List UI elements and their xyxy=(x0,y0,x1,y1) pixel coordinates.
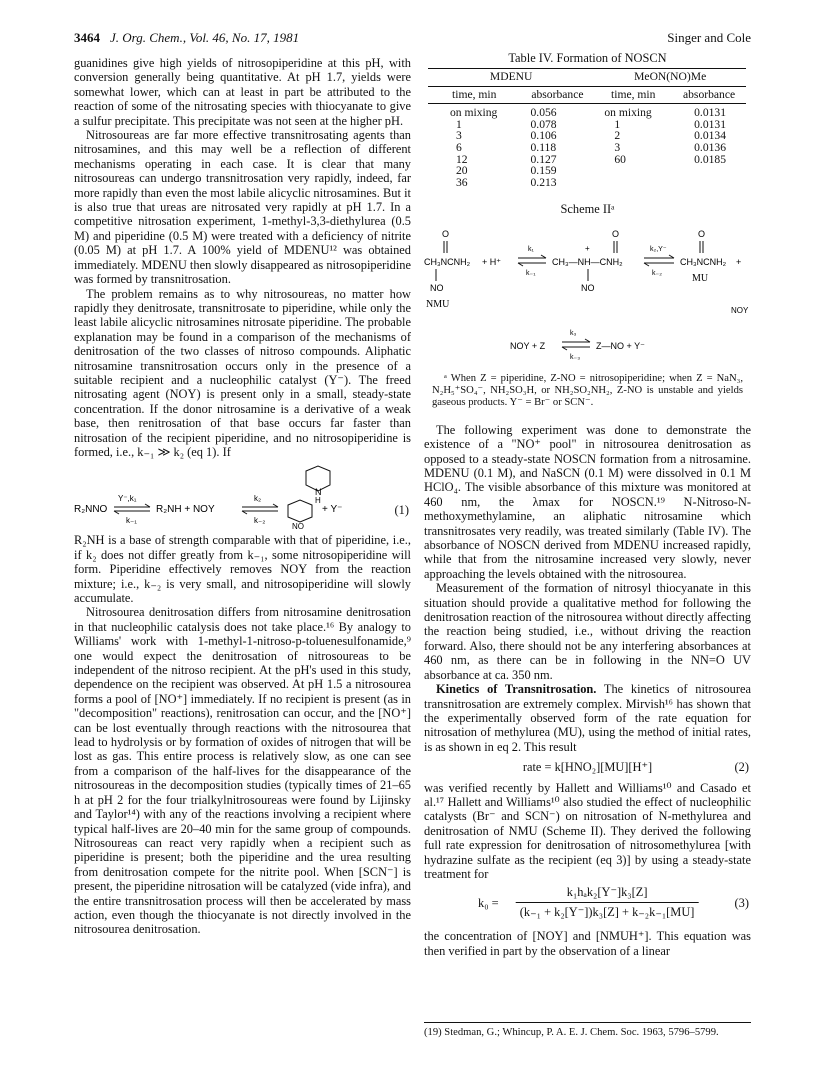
scheme-o-label: O xyxy=(442,228,450,239)
scheme-k2y: k₂,Y⁻ xyxy=(650,245,667,253)
table-4-title: Table IV. Formation of NOSCN xyxy=(508,51,667,65)
scheme-k3: k₃ xyxy=(570,329,577,337)
scheme-mu-label: MU xyxy=(692,272,709,284)
paragraph: was verified recently by Hallett and Williams¹⁰ and Casado et al.¹⁷ Hallett and Williams¹⁰ also studied the effect of nucleophilic catalysts (Br⁻ and SCN⁻) on nitrosation of N-methylurea and denitrosation of NMU (Scheme II). They derived the following full rate expression for denitrosation of nitrosomethylurea [with hydrazine sulfate as the recipient (eq 3)] by using a steady-state treatment for xyxy=(424,780,751,881)
table-4-group-meonnome: MeON(NO)Me xyxy=(594,69,746,86)
table-cell: 0.0136 xyxy=(694,141,727,154)
table-row xyxy=(428,165,746,177)
table-cell: 0.159 xyxy=(530,164,557,178)
table-cell: 0.106 xyxy=(530,129,557,143)
equation-1-number: (1) xyxy=(394,503,409,518)
table-cell: 0.213 xyxy=(530,175,557,189)
table-4 xyxy=(428,68,746,188)
paragraph: Nitrosoureas are far more effective transnitrosating agents than nitrosamines, and this may well be a reflection of different mechanisms operating in each case. It is clear that many nitrosoureas can undergo transnitrosation very rapidly, indeed, far more rapidly than even the most labile alicyclic nitrosamines. But it is also true that ureas are nitrosated very rapidly at pH 1.7. In a competitive nitrosation experiment, 1-methyl-3,3-diethylurea (0.5 M) and piperidine (0.5 M) were treated with a deficiency of nitrite (0.05 M) at pH 1.7. A 100% yield of MDENU¹² was obtained immediately. MDENU then slowly disappeared as nitrosopiperidine was formed by transnitrosation. xyxy=(74,128,411,287)
table-cell: 0.127 xyxy=(530,152,557,166)
section-heading: Kinetics of Transnitrosation. xyxy=(436,682,597,697)
table-cell: 0.0131 xyxy=(694,117,727,131)
table-row xyxy=(428,104,746,119)
paragraph: the concentration of [NOY] and [NMUH⁺]. This equation was then verified in part by the observation of a linear xyxy=(424,929,751,958)
eq1-reactant: R₂NNO xyxy=(74,504,108,516)
table-cell: 3 xyxy=(456,129,462,143)
table-cell: 0.118 xyxy=(530,141,557,154)
scheme-plus: + xyxy=(736,256,742,267)
scheme-plus-h: + H⁺ xyxy=(482,256,502,267)
table-cell: 3 xyxy=(614,141,621,154)
equation-3-fraction xyxy=(516,885,699,919)
paragraph: guanidines give high yields of nitrosopiperidine at this pH, with conversion generally being quantitative. At pH 1.7, yields were somewhat lower, which can at least in part be attributed to the reaction of some of the nitrosating species with thiocyanate to give a sulfur precipitate. This precipitate was not seen at the higher pH. xyxy=(74,56,411,128)
eq1-k2: k₂ xyxy=(254,494,262,504)
table-cell: on mixing xyxy=(604,106,652,120)
table-4-body xyxy=(428,104,746,189)
scheme-o-label: O xyxy=(698,228,706,239)
table-4-group-mdenu: MDENU xyxy=(428,69,594,86)
table-cell: on mixing xyxy=(450,106,498,120)
table-4-sub-header xyxy=(428,86,746,103)
equation-3-number: (3) xyxy=(734,896,749,911)
table-4-group-header xyxy=(428,69,746,86)
table-cell xyxy=(594,177,672,189)
journal-citation: J. Org. Chem., Vol. 46, No. 17, 1981 xyxy=(110,30,300,45)
scheme-line2-right: Z—NO + Y⁻ xyxy=(596,340,645,351)
left-column xyxy=(74,56,411,937)
equation-3-denominator: (k₋₁ + k₂[Y⁻])k₃[Z] + k₋₂k₋₁[MU] xyxy=(519,904,695,919)
header-left xyxy=(74,30,299,46)
scheme-2 xyxy=(424,223,751,373)
scheme-mu-formula: CH₃NCNH₂ xyxy=(680,256,727,267)
scheme-2-footnote: ᵃ When Z = piperidine, Z-NO = nitrosopiperidine; when Z = NaN₃, N₂H₅⁺SO₄⁻, NH₂SO₃H, or NH₂SO₂NH₂, Z-NO is unstable and yields gaseous products. Y⁻ = Br⁻ or SCN⁻. xyxy=(432,372,743,408)
eq1-k-forward: Y⁻,k₁ xyxy=(118,494,137,504)
scheme-noy-label: NOY xyxy=(731,305,749,315)
table-row xyxy=(428,154,746,166)
table-cell: 12 xyxy=(456,152,468,166)
paragraph: The problem remains as to why nitrosoureas, no matter how rapidly they denitrosate, transnitrosate to piperidine, while only the least labile alicyclic nitrosamines nitrosate piperidine. The probable explanation may be found in a comparison of the mechanisms of denitrosation of the two classes of nitroso compounds. Aliphatic nitrosamine transnitrosation occurs only in the presence of a suitable recipient and a nucleophilic catalyst (Y⁻). The freed nitrosating agent (NOY) is present only in a small, steady-state concentration. If the donor nitrosamine is a derivative of a weak base, then renitrosation of that base occurs far faster than nitrosation of the recipient piperidine, and no nitrosopiperidine is formed, i.e., k₋₁ ≫ k₂ (eq 1). If xyxy=(74,286,411,459)
nitrosopiperidine-no-label: NO xyxy=(292,522,304,530)
equation-3 xyxy=(424,885,751,925)
table-cell: 36 xyxy=(456,175,468,189)
table-4-col-time: time, min xyxy=(428,86,521,103)
equation-1-drawing xyxy=(74,465,411,529)
equation-2-number: (2) xyxy=(734,760,749,775)
reference-footnote: (19) Stedman, G.; Whincup, P. A. E. J. Chem. Soc. 1963, 5796–5799. xyxy=(424,1022,751,1038)
equation-3-lhs: k₀ = xyxy=(478,896,499,911)
page-number: 3464 xyxy=(74,30,100,45)
scheme-no-label: NO xyxy=(581,282,595,293)
paragraph: The following experiment was done to demonstrate the existence of a "NO⁺ pool" in nitrosourea denitrosation as opposed to a steady-state NOSCN formation from a nitrosamine. MDENU (0.1 M), and NaSCN (0.1 M) were dissolved in 0.1 M HClO₄. The visible absorbance of this mixture was monitored at 460 nm, the λmax for NOSCN.¹⁹ N-Nitroso-N-methoxymethylamine, an aliphatic nitrosamine which transnitrosates very readily, was treated similarly (Table IV). The absorbance of NOSCN derived from MDENU increased rapidly, while that from the nitrosamine increased very slowly, never approaching the levels obtained with the nitrosourea. xyxy=(424,422,751,581)
piperidine-h-label: H xyxy=(315,496,321,506)
eq1-k-back: k₋₁ xyxy=(126,516,137,526)
equation-2-body: rate = k[HNO₂][MU][H⁺] xyxy=(522,760,653,775)
scheme-line2-left: NOY + Z xyxy=(510,340,546,351)
scheme-charge: + xyxy=(585,243,590,253)
table-4-col-absorbance: absorbance xyxy=(521,86,595,103)
table-cell xyxy=(672,177,746,189)
scheme-nmu-label: NMU xyxy=(426,298,450,310)
scheme-km1: k₋₁ xyxy=(526,269,536,277)
table-cell: 0.078 xyxy=(530,117,557,131)
scheme-km2: k₋₂ xyxy=(652,269,662,277)
eq1-product-y: + Y⁻ xyxy=(322,504,343,516)
scheme-o-label: O xyxy=(612,228,620,239)
equation-3-numerator: k₁hₐk₂[Y⁻]k₃[Z] xyxy=(516,885,699,902)
table-row xyxy=(428,142,746,154)
table-cell: 6 xyxy=(456,141,462,154)
table-cell: 1 xyxy=(456,117,462,131)
table-cell: 0.0131 xyxy=(694,106,727,120)
table-cell xyxy=(672,165,746,177)
spacer xyxy=(424,409,751,423)
equation-1 xyxy=(74,465,411,529)
scheme-2-drawing xyxy=(424,223,751,373)
table-4-col-absorbance: absorbance xyxy=(672,86,746,103)
nitrosopiperidine-ring-shape xyxy=(288,500,312,522)
scheme-protonated: CH₃—NH—CNH₂ xyxy=(552,256,623,267)
table-cell xyxy=(594,165,672,177)
scheme-2-title: Scheme IIᵃ xyxy=(560,202,615,217)
right-column xyxy=(424,51,751,958)
table-cell: 60 xyxy=(614,152,626,166)
table-cell: 0.0185 xyxy=(694,152,727,166)
equation-2 xyxy=(424,760,751,774)
page-header xyxy=(74,30,751,48)
scheme-k1: k₁ xyxy=(528,245,534,253)
eq1-middle: R₂NH + NOY xyxy=(156,504,215,516)
table-4-col-time: time, min xyxy=(594,86,672,103)
paragraph: Nitrosourea denitrosation differs from nitrosamine denitrosation in that nucleophilic catalysis does not take place.¹⁶ By analogy to Williams' work with 1-methyl-1-nitroso-p-toluenesulfonamide,⁹ one would expect the denitrosation of nitrosoureas to be independent of the nitroso recipient. At the pH's used in this study, dependence on the recipient was observed. At pH 1.5 a nitrosourea forms a pool of [NO⁺] immediately. If no recipient is present (as in "decomposition" reactions), renitrosation can occur, and the [NO⁺] can be lost eventually through reactions with the nitrosourea that lead to hydrolysis or by formation of oxides of nitrogen that will be lost as gas. This entire process is relatively slow, as one can see from a comparison of the half-lives for the disappearance of the nitrosoureas in the decomposition studies (typically times of 21–65 h at pH 2 for the four trialkylnitrosoureas were found by Lijinsky and Taylor¹⁴) with any of the reactions involving a recipient where typical half-lives are 20–40 min for the same group of compounds. Nitrosoureas can react very rapidly when a recipient such as piperidine is present; both the piperidine and the urea resulting from denitrosation compete for the nitrite pool. When [SCN⁻] is present, the piperidine nitrosation will be catalyzed (vide infra), and the entire transnitrosation process will then be accelerated by mass action, even though the thiocyanate is not directly involved in the nitrosourea denitrosation. xyxy=(74,605,411,937)
piperidine-n-label: N xyxy=(315,487,322,498)
eq1-km2: k₋₂ xyxy=(254,516,266,526)
table-cell: 2 xyxy=(614,129,621,143)
table-row xyxy=(428,177,746,189)
table-cell: 0.0134 xyxy=(694,129,727,143)
table-cell: 0.056 xyxy=(530,106,557,120)
paragraph xyxy=(424,682,751,754)
scheme-nmu-formula: CH₃NCNH₂ xyxy=(424,256,471,267)
table-cell: 1 xyxy=(614,117,621,131)
scheme-km3: k₋₃ xyxy=(570,353,581,361)
paragraph: R₂NH is a base of strength comparable with that of piperidine, i.e., if k₂ does not differ greatly from k₋₁, some nitrosopiperidine will form. Piperidine effectively removes NOY from the reaction mixture; i.e., k₋₂ is very small, and nitrosopiperidine will slowly accumulate. xyxy=(74,533,411,605)
table-cell: 20 xyxy=(456,164,468,178)
running-authors: Singer and Cole xyxy=(667,30,751,45)
scheme-no-label: NO xyxy=(430,282,444,293)
paragraph-text: The kinetics of nitrosourea transnitrosation are extremely complex. Mirvish¹⁶ has shown that the experimentally observed form of the rate equation for nitrosation of methylurea (MU), using the method of initial rates, is as shown in eq 2. This result xyxy=(424,682,751,754)
paragraph: Measurement of the formation of nitrosyl thiocyanate in this situation should provide a qualitative method for following the denitrosation reaction of the nitrosourea without directly affecting the reaction being studied, i.e., without driving the reaction forward. Also, there should not be any interfering absorbances at 460 nm, as there can be in following in the NN=O UV absorbance at ca. 350 nm. xyxy=(424,581,751,682)
